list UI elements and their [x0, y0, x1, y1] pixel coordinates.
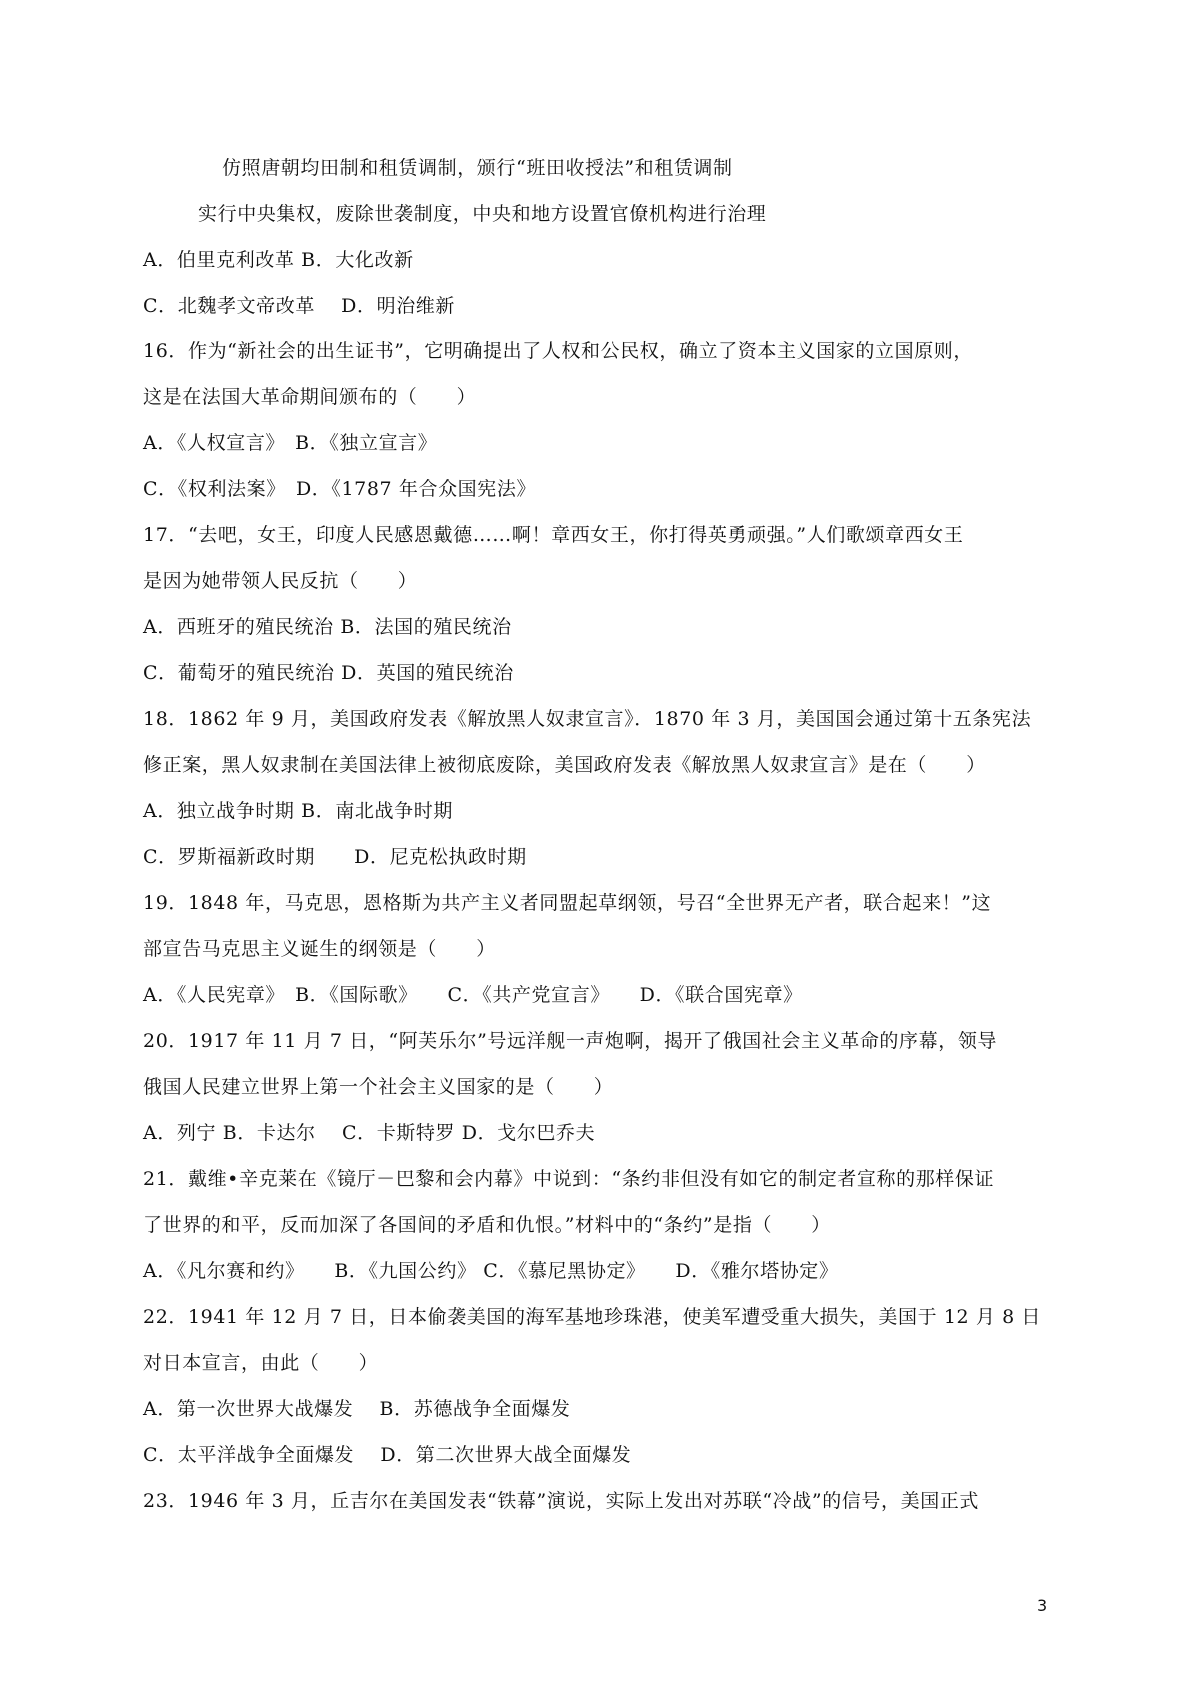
question-20: 20．1917 年 11 月 7 日，“阿芙乐尔”号远洋舰一声炮啊，揭开了俄国社会主义革命的序幕，领导	[143, 1030, 998, 1052]
answer-options: C．太平洋战争全面爆发 D．第二次世界大战全面爆发	[143, 1444, 632, 1466]
answer-options: C．《权利法案》 D．《1787 年合众国宪法》	[143, 478, 537, 500]
answer-options: A．伯里克利改革 B．大化改新	[143, 249, 414, 271]
answer-options: A．第一次世界大战爆发 B．苏德战争全面爆发	[143, 1398, 571, 1420]
text-line: 仿照唐朝均田制和租赁调制，颁行“班田收授法”和租赁调制	[222, 157, 733, 179]
question-22: 22．1941 年 12 月 7 日，日本偷袭美国的海军基地珍珠港，使美军遭受重大损失，美国于 12 月 8 日	[143, 1306, 1042, 1328]
question-18: 18．1862 年 9 月，美国政府发表《解放黑人奴隶宣言》．1870 年 3 月，美国国会通过第十五条宪法	[143, 708, 1032, 730]
question-20-continued: 俄国人民建立世界上第一个社会主义国家的是（ ）	[143, 1076, 614, 1098]
answer-options: A．独立战争时期 B．南北战争时期	[143, 800, 453, 822]
question-17: 17．“去吧，女王，印度人民感恩戴德……啊！章西女王，你打得英勇顽强。”人们歌颂章西女王	[143, 524, 964, 546]
question-22-continued: 对日本宣言，由此（ ）	[143, 1352, 379, 1374]
question-21: 21．戴维•辛克莱在《镜厅－巴黎和会内幕》中说到：“条约非但没有如它的制定者宣称的那样保证	[143, 1168, 995, 1190]
question-16: 16．作为“新社会的出生证书”，它明确提出了人权和公民权，确立了资本主义国家的立国原则，	[143, 340, 974, 362]
answer-options: C．北魏孝文帝改革 D．明治维新	[143, 295, 456, 317]
answer-options: A．西班牙的殖民统治 B．法国的殖民统治	[143, 616, 512, 638]
question-16-continued: 这是在法国大革命期间颁布的（ ）	[143, 386, 477, 408]
question-21-continued: 了世界的和平，反而加深了各国间的矛盾和仇恨。”材料中的“条约”是指（ ）	[143, 1214, 831, 1236]
question-18-continued: 修正案，黑人奴隶制在美国法律上被彻底废除，美国政府发表《解放黑人奴隶宣言》是在（ ）	[143, 754, 986, 776]
answer-options: A．《凡尔赛和约》 B．《九国公约》 C．《慕尼黑协定》 D．《雅尔塔协定》	[143, 1260, 839, 1282]
question-19: 19．1848 年，马克思，恩格斯为共产主义者同盟起草纲领，号召“全世界无产者，联合起来！”这	[143, 892, 992, 914]
text-line: 实行中央集权，废除世袭制度，中央和地方设置官僚机构进行治理	[198, 203, 767, 225]
answer-options: A．《人民宪章》 B．《国际歌》 C．《共产党宣言》 D．《联合国宪章》	[143, 984, 803, 1006]
question-23: 23．1946 年 3 月，丘吉尔在美国发表“铁幕”演说，实际上发出对苏联“冷战”的信号，美国正式	[143, 1490, 979, 1512]
answer-options: C．罗斯福新政时期 D．尼克松执政时期	[143, 846, 527, 868]
answer-options: A．列宁 B．卡达尔 C．卡斯特罗 D．戈尔巴乔夫	[143, 1122, 596, 1144]
question-19-continued: 部宣告马克思主义诞生的纲领是（ ）	[143, 938, 496, 960]
answer-options: A．《人权宣言》 B．《独立宣言》	[143, 432, 438, 454]
answer-options: C．葡萄牙的殖民统治 D．英国的殖民统治	[143, 662, 514, 684]
question-17-continued: 是因为她带领人民反抗（ ）	[143, 570, 418, 592]
page-number: 3	[1037, 1596, 1048, 1615]
